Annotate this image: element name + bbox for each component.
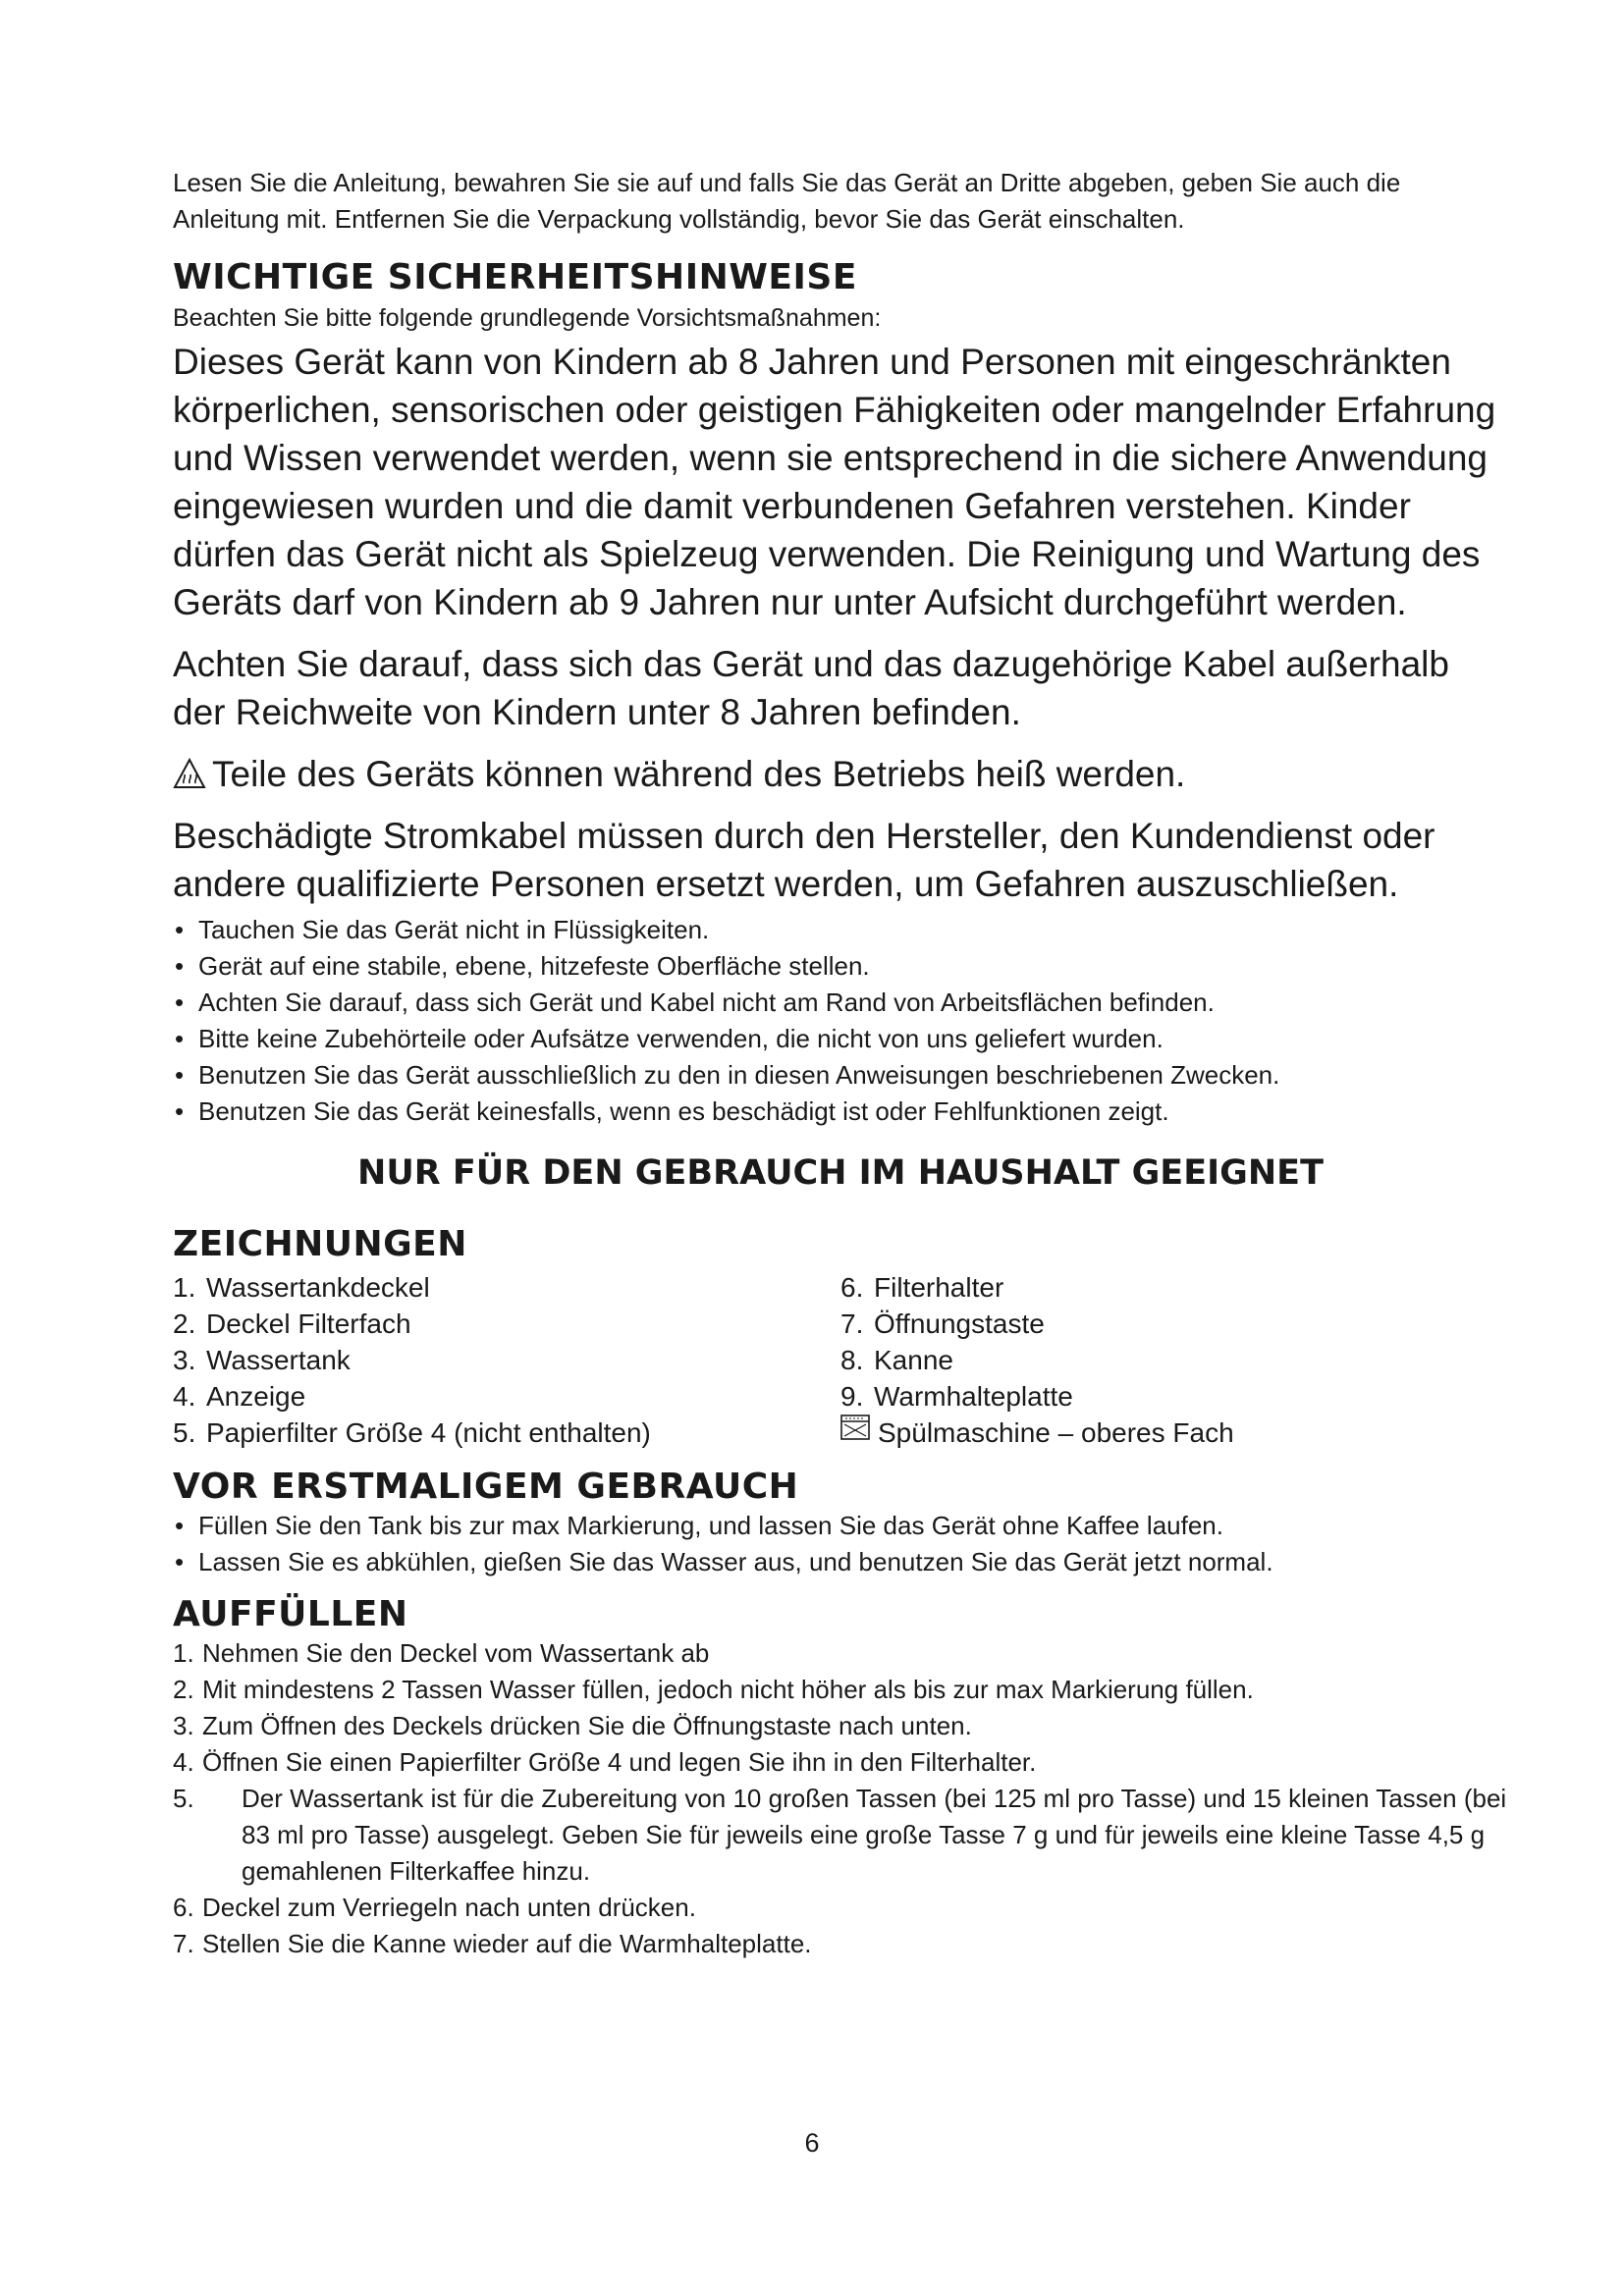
list-item: 9. Warmhalteplatte (840, 1381, 1073, 1412)
list-item: 3. Wassertank (173, 1345, 351, 1375)
safety-subheading: Beachten Sie bitte folgende grundlegende Vorsichtsmaßnahmen: (173, 304, 882, 332)
filling-heading: AUFFÜLLEN (173, 1594, 408, 1634)
intro-text: Lesen Sie die Anleitung, bewahren Sie sie auf und falls Sie das Gerät an Dritte abgeben, geben Sie auch die Anleitung mit. Entfernen Sie die Verpackung vollständig, bevor Sie das Gerät einschalten. (173, 168, 1401, 234)
first-use-heading: VOR ERSTMALIGEM GEBRAUCH (173, 1467, 799, 1507)
first-use-list (173, 1508, 1508, 1580)
list-item: • Füllen Sie den Tank bis zur max Markierung, und lassen Sie das Gerät ohne Kaffee laufen. (175, 1511, 1223, 1540)
list-item: • Achten Sie darauf, dass sich Gerät und Kabel nicht am Rand von Arbeitsflächen befinden. (175, 988, 1215, 1017)
list-item: • Benutzen Sie das Gerät keinesfalls, wenn es beschädigt ist oder Fehlfunktionen zeigt. (175, 1096, 1169, 1126)
list-item: 1. Wassertankdeckel (173, 1272, 430, 1303)
list-item: • Bitte keine Zubehörteile oder Aufsätze verwenden, die nicht von uns geliefert wurden. (175, 1024, 1164, 1053)
list-item: • Benutzen Sie das Gerät ausschließlich zu den in diesen Anweisungen beschriebenen Zwecken. (175, 1060, 1280, 1090)
safety-heading: WICHTIGE SICHERHEITSHINWEISE (173, 257, 857, 297)
dishwasher-icon (840, 1415, 870, 1440)
list-item: • Gerät auf eine stabile, ebene, hitzefeste Oberfläche stellen. (175, 951, 870, 981)
drawings-parts-list (173, 1269, 1508, 1451)
list-item: 4. Öffnen Sie einen Papierfilter Größe 4 und legen Sie ihn in den Filterhalter. (173, 1747, 1037, 1777)
list-item: • Lassen Sie es abkühlen, gießen Sie das Wasser aus, und benutzen Sie das Gerät jetzt normal. (175, 1547, 1273, 1576)
safety-paragraph-children: Dieses Gerät kann von Kindern ab 8 Jahren und Personen mit eingeschränkten körperlichen, sensorischen oder geistigen Fähigkeiten oder mangelnder Erfahrung und Wissen verwendet werden, wenn sie entsprechend in die sichere Anwendung eingewiesen wurden und die damit verbundenen Gefahren verstehen. Kinder dürfen das Gerät nicht als Spielzeug verwenden. Die Reinigung und Wartung des Geräts darf von Kindern ab 9 Jahren nur unter Aufsicht durchgeführt werden. (173, 342, 1496, 622)
manual-page (173, 165, 1508, 1962)
page-number: 6 (804, 2128, 820, 2158)
safety-bullet-list (173, 912, 1508, 1130)
list-item: 7. Öffnungstaste (840, 1308, 1045, 1339)
safety-paragraph-reach: Achten Sie darauf, dass sich das Gerät und das dazugehörige Kabel außerhalb der Reichweite von Kindern unter 8 Jahren befinden. (173, 644, 1449, 732)
parts-column-right (840, 1269, 1508, 1451)
list-item: 6. Deckel zum Verriegeln nach unten drücken. (173, 1893, 696, 1922)
dishwasher-note: Spülmaschine – oberes Fach (840, 1415, 1508, 1451)
list-item: 2. Mit mindestens 2 Tassen Wasser füllen, jedoch nicht höher als bis zur max Markierung füllen. (173, 1675, 1254, 1704)
list-item: 6. Filterhalter (840, 1272, 1004, 1303)
filling-steps-list (173, 1635, 1508, 1962)
hot-surface-warning-icon (173, 758, 206, 789)
list-item: 3. Zum Öffnen des Deckels drücken Sie die Öffnungstaste nach unten. (173, 1711, 972, 1740)
list-item: 2. Deckel Filterfach (173, 1308, 411, 1339)
safety-paragraph-cable: Beschädigte Stromkabel müssen durch den Hersteller, den Kundendienst oder andere qualifizierte Personen ersetzt werden, um Gefahren auszuschließen. (173, 816, 1435, 904)
drawings-heading: ZEICHNUNGEN (173, 1224, 467, 1264)
list-item: 7. Stellen Sie die Kanne wieder auf die Warmhalteplatte. (173, 1929, 812, 1958)
household-only-heading: NUR FÜR DEN GEBRAUCH IM HAUSHALT GEEIGNET (357, 1153, 1324, 1193)
list-item: 8. Kanne (840, 1345, 953, 1375)
hot-surface-warning (173, 750, 1508, 798)
list-item: • Tauchen Sie das Gerät nicht in Flüssigkeiten. (175, 915, 710, 944)
list-item: 1. Nehmen Sie den Deckel vom Wassertank ab (173, 1638, 710, 1668)
list-item: 5. Der Wassertank ist für die Zubereitung von 10 großen Tassen (bei 125 ml pro Tasse) und 15 kleinen Tassen (bei 83 ml pro Tasse) ausgelegt. Geben Sie für jeweils eine große Tasse 7 g und für jeweils eine kleine Tasse 4,5 g gemahlenen Filterkaffee hinzu. (173, 1784, 1507, 1886)
list-item: 5. Papierfilter Größe 4 (nicht enthalten) (173, 1417, 651, 1448)
list-item: 4. Anzeige (173, 1381, 306, 1412)
hot-surface-warning-text: Teile des Geräts können während des Betriebs heiß werden. (212, 754, 1186, 794)
parts-column-left (173, 1269, 840, 1451)
